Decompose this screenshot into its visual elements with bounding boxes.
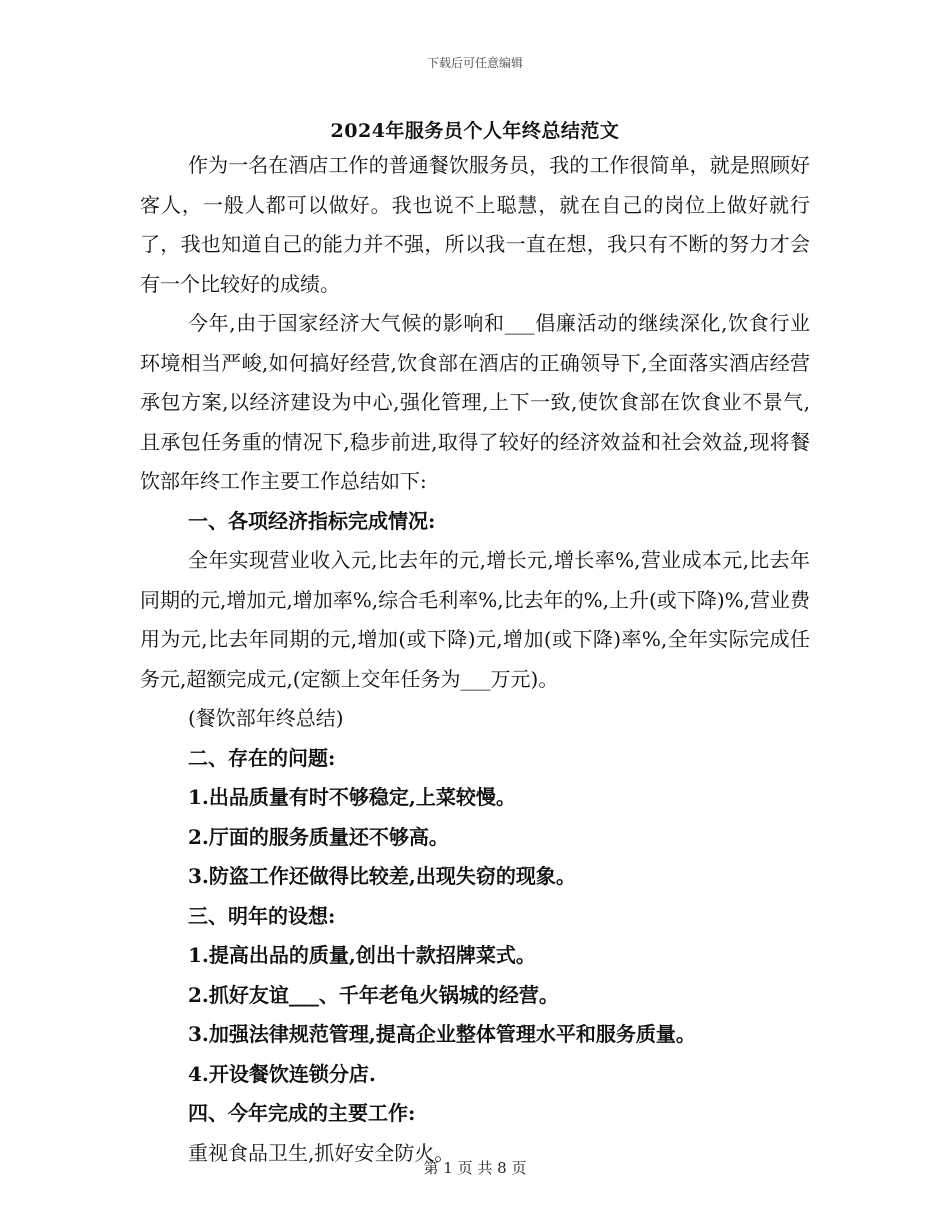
list-item: 3.防盗工作还做得比较差,出现失窃的现象。	[188, 864, 576, 888]
paragraph-indicators: 全年实现营业收入元,比去年的元,增长元,增长率%,营业成本元,比去年同期的元,增加元,增加率%,综合毛利率%,比去年的%,上升(或下降)%,营业费用为元,比去年同期的元,增加(或下降)元,增加(或下降)率%,全年实际完成任务元,超额完成元,(定额上交年任务为___万元)。	[140, 548, 810, 691]
list-item: 4.开设餐饮连锁分店.	[188, 1061, 376, 1086]
list-item: 1.提高出品的质量,创出十款招牌菜式。	[188, 943, 536, 967]
paragraph-intro: 作为一名在酒店工作的普通餐饮服务员，我的工作很简单，就是照顾好客人，一般人都可以做好。我也说不上聪慧，就在自己的岗位上做好就行了，我也知道自己的能力并不强，所以我一直在想，我只有不断的努力才会有一个比较好的成绩。	[140, 153, 810, 296]
paragraph-note: (餐饮部年终总结)	[188, 706, 344, 730]
page-footer: 第 1 页 共 8 页	[423, 1159, 527, 1177]
page-header: 下载后可任意编辑	[426, 56, 523, 70]
document-title: 2024年服务员个人年终总结范文	[330, 120, 620, 142]
section-heading-3: 三、明年的设想:	[188, 903, 336, 928]
list-item: 2.抓好友谊___、千年老龟火锅城的经营。	[188, 982, 559, 1007]
section-heading-4: 四、今年完成的主要工作:	[188, 1101, 416, 1125]
list-item: 1.出品质量有时不够稳定,上菜较慢。	[188, 785, 516, 809]
section-heading-1: 一、各项经济指标完成情况:	[188, 508, 436, 533]
paragraph-overview: 今年,由于国家经济大气候的影响和___倡廉活动的继续深化,饮食行业环境相当严峻,如何搞好经营,饮食部在酒店的正确领导下,全面落实酒店经营承包方案,以经济建设为中心,强化管理,上下一致,使饮食部在饮食业不景气,且承包任务重的情况下,稳步前进,取得了较好的经济效益和社会效益,现将餐饮部年终工作主要工作总结如下:	[140, 311, 810, 493]
paragraph-safety: 重视食品卫生,抓好安全防火。	[188, 1140, 455, 1165]
list-item: 3.加强法律规范管理,提高企业整体管理水平和服务质量。	[188, 1022, 696, 1046]
list-item: 2.厅面的服务质量还不够高。	[188, 824, 449, 849]
document-body	[140, 146, 810, 1173]
section-heading-2: 二、存在的问题:	[188, 745, 336, 770]
